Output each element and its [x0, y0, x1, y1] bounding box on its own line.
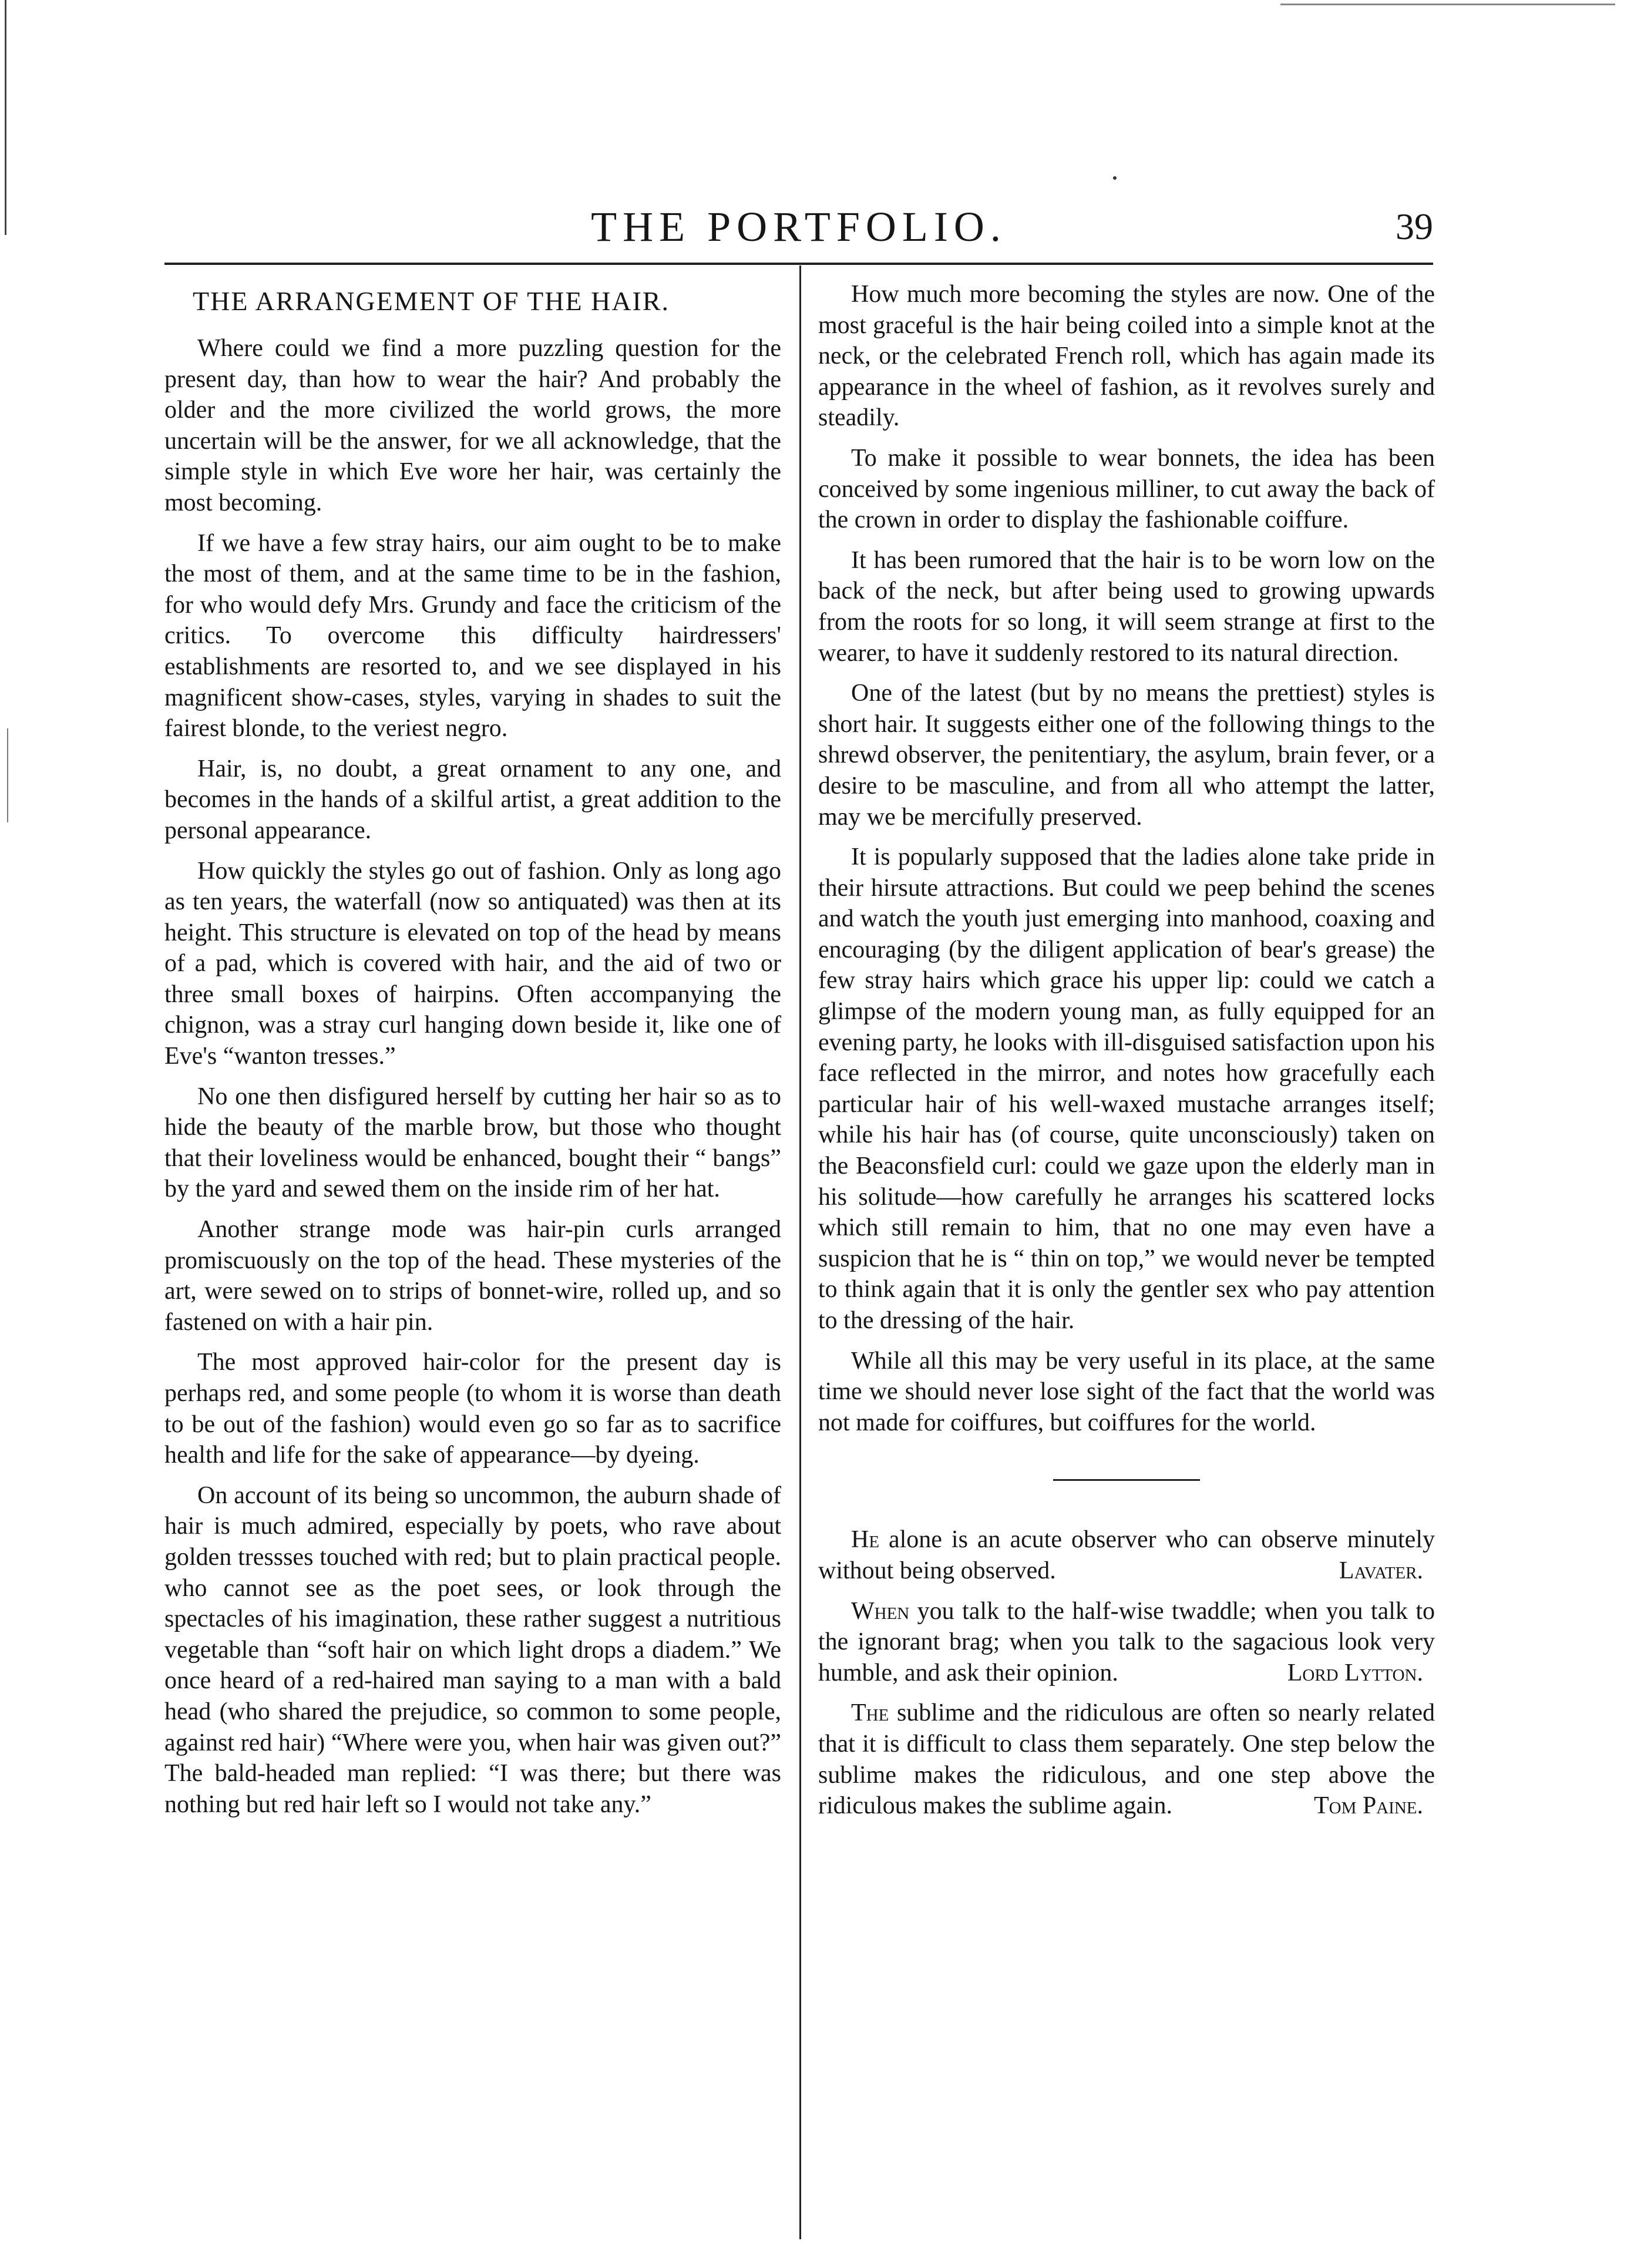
paragraph: Another strange mode was hair-pin curls arranged promiscuously on the top of the head. These mysteries of the art, were sewed on to strips of bonnet-wire, rolled up, and so fastened on with a hair pin. — [164, 1216, 781, 1336]
quotations — [818, 1524, 1435, 1821]
section-divider — [1053, 1479, 1200, 1481]
quote-lead: He — [851, 1526, 880, 1554]
quote-lytton — [818, 1596, 1435, 1689]
quote-lead: The — [851, 1699, 889, 1727]
paragraph: How quickly the styles go out of fashion. Only as long ago as ten years, the waterfall (now so antiquated) was then at its height. This structure is elevated on top of the head by means of a pad, which is covered with hair, and the aid of two or three small boxes of hairpins. Often accompanying the chignon, was a stray curl hanging down beside it, like one of Eve's “wanton tresses.” — [164, 857, 781, 1070]
left-column — [164, 279, 781, 1829]
paragraph: Where could we find a more puzzling question for the present day, than how to wear the hair? And probably the older and the more civilized the world grows, the more uncertain will be the answer, for we all acknowledge, that the simple style in which Eve wore her hair, was certainly the most becoming. — [164, 335, 781, 516]
quote-text: sublime and the ridiculous are often so nearly related that it is difficult to class them separately. One step below the sublime makes the ridiculous, and one step above the ridiculous makes the sublime again. — [818, 1699, 1435, 1820]
scan-edge-mark — [1280, 4, 1615, 5]
paragraph: If we have a few stray hairs, our aim ought to be to make the most of them, and at the same time to be in the fashion, for who would defy Mrs. Grundy and face the criticism of the critics. To overcome this difficulty hairdressers' establishments are resorted to, and we see displayed in his magnificent show-cases, styles, varying in shades to suit the fairest blonde, to the veriest negro. — [164, 529, 781, 742]
paragraph: It has been rumored that the hair is to be worn low on the back of the neck, but after being used to growing upwards from the roots for so long, it will seem strange at first to the wearer, to have it suddenly restored to its natural direction. — [818, 546, 1435, 667]
paragraph: On account of its being so uncommon, the auburn shade of hair is much admired, especially by poets, who rave about golden tressses touched with red; but to plain practical people. who cannot see as the poet sees, or look through the spectacles of his imagination, these rather suggest a nutritious vegetable than “soft hair on which light drops a diadem.” We once heard of a red-haired man saying to a man with a bald head (who shared the prejudice, so common to some people, against red hair) “Where were you, when hair was given out?” The bald-headed man replied: “I was there; but there was nothing but red hair left so I would not take any.” — [164, 1481, 781, 1818]
quote-author: Lord Lytton. — [1287, 1659, 1423, 1686]
quote-text: you talk to the half-wise twaddle; when you talk to the ignorant brag; when you talk to the sagacious look very humble, and ask their opinion. — [818, 1597, 1435, 1686]
quote-lead: When — [851, 1597, 910, 1625]
right-column — [818, 279, 1435, 1831]
quote-paine — [818, 1698, 1435, 1821]
header-rule — [164, 263, 1433, 265]
quote-author: Tom Paine. — [1314, 1792, 1423, 1820]
running-title: THE PORTFOLIO. — [591, 203, 1007, 250]
paragraph: No one then disfigured herself by cutting her hair so as to hide the beauty of the marble brow, but those who thought that their loveliness would be enhanced, bought their “ bangs” by the yard and sewed them on the inside rim of her hat. — [164, 1083, 781, 1203]
paragraph: Hair, is, no doubt, a great ornament to any one, and becomes in the hands of a skilful artist, a great addition to the personal appearance. — [164, 755, 781, 844]
paragraph: While all this may be very useful in its place, at the same time we should never lose sight of the fact that the world was not made for coiffures, but coiffures for the world. — [818, 1347, 1435, 1436]
paragraph: It is popularly supposed that the ladies alone take pride in their hirsute attractions. But could we peep behind the scenes and watch the youth just emerging into manhood, coaxing and encouraging (by the diligent application of bear's grease) the few stray hairs which grace his upper lip: could we catch a glimpse of the modern young man, as fully equipped for an evening party, he looks with ill-disguised satisfaction upon his face reflected in the mirror, and notes how gracefully each particular hair of his well-waxed mustache arranges itself; while his hair has (of course, quite unconsciously) taken on the Beaconsfield curl: could we gaze upon the elderly man in his solitude—how carefully he arranges his scattered locks which still remain to him, that no one may even have a suspicion that he is “ thin on top,” we would never be tempted to think again that it is only the gentler sex who pay attention to the dressing of the hair. — [818, 844, 1435, 1334]
page-header — [164, 203, 1433, 256]
column-rule — [799, 266, 801, 2239]
scan-edge-mark — [5, 0, 6, 235]
ink-dot — [1113, 176, 1117, 180]
paragraph: One of the latest (but by no means the prettiest) styles is short hair. It suggests either one of the following things to the shrewd observer, the penitentiary, the asylum, brain fever, or a desire to be masculine, and from all who attempt the latter, may we be mercifully preserved. — [818, 680, 1435, 831]
article-title: THE ARRANGEMENT OF THE HAIR. — [193, 286, 670, 316]
quote-author: Lavater. — [1339, 1557, 1423, 1584]
paragraph: The most approved hair-color for the present day is perhaps red, and some people (to whom it is worse than death to be out of the fashion) would even go so far as to sacrifice health and life for the sake of appearance—by dyeing. — [164, 1349, 781, 1469]
quote-lavater — [818, 1524, 1435, 1586]
paragraph: To make it possible to wear bonnets, the idea has been conceived by some ingenious milliner, to cut away the back of the crown in order to display the fashionable coiffure. — [818, 444, 1435, 534]
paragraph: How much more becoming the styles are now. One of the most graceful is the hair being coiled into a simple knot at the neck, or the celebrated French roll, which has again made its appearance in the wheel of fashion, as it revolves surely and steadily. — [818, 281, 1435, 432]
scan-edge-mark — [7, 728, 8, 822]
quote-text: alone is an acute observer who can observe minutely without being observed. — [818, 1526, 1435, 1584]
page-number: 39 — [1396, 206, 1433, 247]
